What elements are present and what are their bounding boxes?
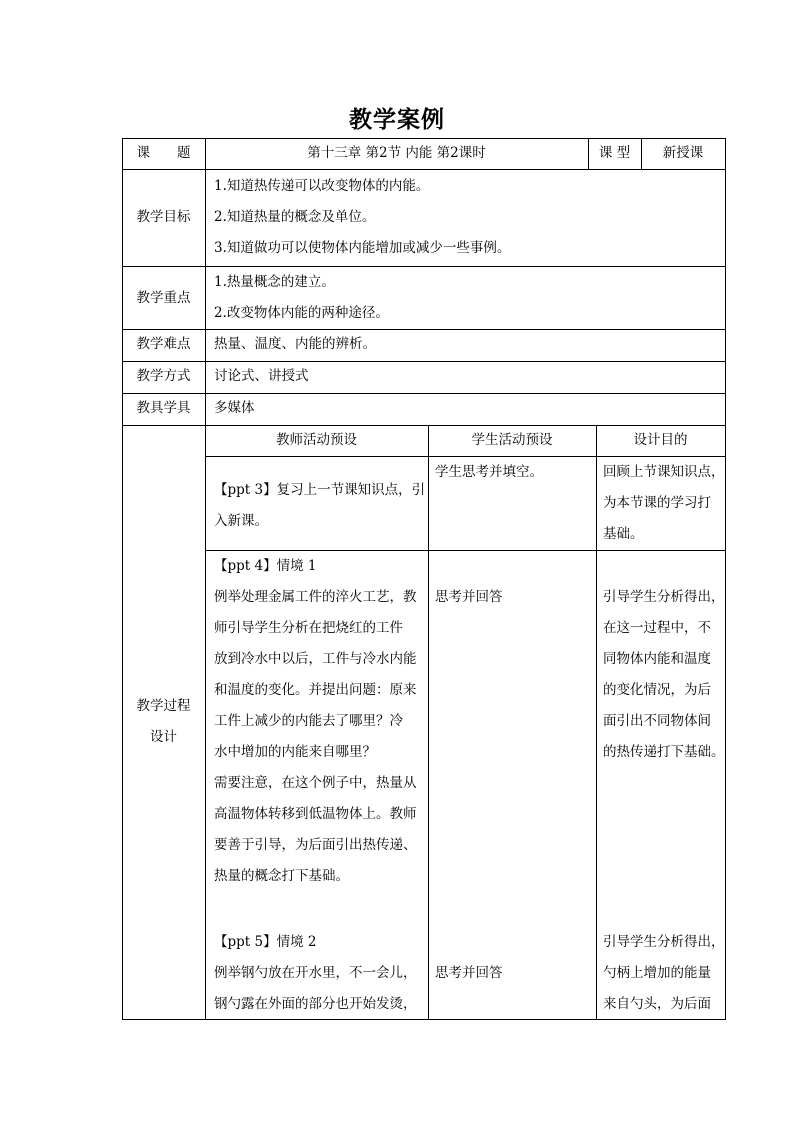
- process-label-line2: 设计: [150, 729, 177, 745]
- purpose-line: 回顾上节课知识点，: [603, 464, 725, 480]
- teacher-activity-line: 师引导学生分析在把烧红的工件: [214, 620, 403, 636]
- teacher-activity-line: 例举处理金属工件的淬火工艺，教: [214, 589, 417, 605]
- difficulty-value: 热量、温度、内能的辨析。: [214, 336, 376, 352]
- teacher-activity-line: 放到冷水中以后，工件与冷水内能: [214, 651, 417, 667]
- teacher-activity-line: 【ppt 5】情境 2: [214, 934, 317, 950]
- purpose-line: 同物体内能和温度: [603, 651, 711, 667]
- tools-value: 多媒体: [214, 400, 255, 416]
- teacher-activity-line: 工件上减少的内能去了哪里？冷: [214, 713, 403, 729]
- topic-label: 课 题: [136, 145, 191, 161]
- teacher-activity-line: 例举钢勺放在开水里，不一会儿，: [214, 965, 417, 981]
- purpose-line: 在这一过程中，不: [603, 620, 711, 636]
- lesson-type-value: 新授课: [662, 145, 704, 161]
- teacher-activity-line: 热量的概念打下基础。: [214, 868, 349, 884]
- purpose-line: 引导学生分析得出，: [603, 589, 725, 605]
- purpose-line: 面引出不同物体间: [603, 713, 711, 729]
- student-activity-line: 学生思考并填空。: [435, 464, 543, 480]
- objective-item: 2.知道热量的概念及单位。: [214, 209, 376, 225]
- teacher-activity-line: 【ppt 3】复习上一节课知识点，引: [214, 482, 426, 498]
- method-label: 教学方式: [136, 368, 191, 384]
- teacher-activity-line: 要善于引导，为后面引出热传递、: [214, 837, 417, 853]
- purpose-line: 为本节课的学习打: [603, 495, 711, 511]
- method-value: 讨论式、讲授式: [214, 368, 309, 384]
- header-student: 学生活动预设: [471, 432, 553, 448]
- objective-item: 3.知道做功可以使物体内能增加或减少一些事例。: [214, 240, 511, 256]
- purpose-line: 勺柄上增加的能量: [603, 965, 711, 981]
- teacher-activity-line: 入新课。: [214, 513, 268, 529]
- difficulty-label: 教学难点: [136, 336, 191, 352]
- header-teacher: 教师活动预设: [276, 432, 357, 448]
- purpose-line: 的变化情况，为后: [603, 682, 711, 698]
- document-title: 教学案例: [349, 106, 445, 133]
- purpose-line: 基础。: [603, 526, 644, 542]
- purpose-line: 的热传递打下基础。: [603, 744, 725, 760]
- objectives-label: 教学目标: [136, 209, 191, 225]
- student-activity-line: 思考并回答: [435, 589, 503, 605]
- process-label-line1: 教学过程: [136, 698, 191, 714]
- key-point-item: 2.改变物体内能的两种途径。: [214, 305, 389, 321]
- teacher-activity-line: 【ppt 4】情境 1: [214, 558, 317, 574]
- key-points-label: 教学重点: [136, 290, 191, 306]
- student-activity-line: 思考并回答: [435, 965, 503, 981]
- header-purpose: 设计目的: [633, 432, 688, 448]
- tools-label: 教具学具: [136, 400, 191, 416]
- teacher-activity-line: 高温物体转移到低温物体上。教师: [214, 806, 417, 822]
- topic-value: 第十三章 第2节 内能 第2课时: [307, 145, 486, 161]
- teacher-activity-line: 水中增加的内能来自哪里？: [214, 744, 376, 760]
- lesson-type-label: 课 型: [598, 145, 631, 161]
- teacher-activity-line: 钢勺露在外面的部分也开始发烫，: [214, 996, 417, 1012]
- purpose-line: 来自勺头，为后面: [603, 996, 711, 1012]
- objective-item: 1.知道热传递可以改变物体的内能。: [214, 178, 430, 194]
- key-point-item: 1.热量概念的建立。: [214, 274, 335, 290]
- teacher-activity-line: 和温度的变化。并提出问题：原来: [214, 682, 417, 698]
- teacher-activity-line: 需要注意，在这个例子中，热量从: [214, 775, 417, 791]
- purpose-line: 引导学生分析得出，: [603, 934, 725, 950]
